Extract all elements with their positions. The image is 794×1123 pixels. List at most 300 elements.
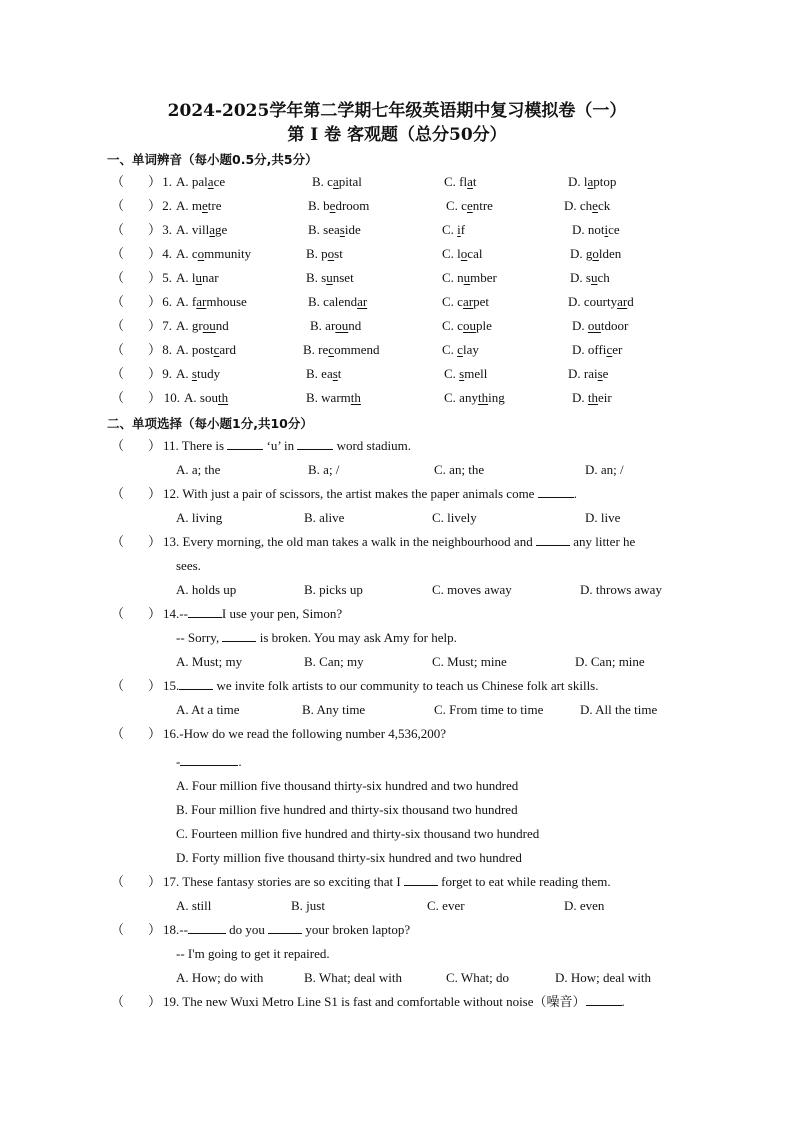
stem-part: your broken laptop? <box>302 922 411 937</box>
option-text: droom <box>335 198 370 213</box>
option-d: D. an; / <box>585 462 624 477</box>
option-d: D. even <box>564 898 605 913</box>
option-text: st <box>334 246 343 261</box>
option-text: D. ch <box>564 198 593 213</box>
underlined-letters: ar <box>357 294 368 309</box>
option-a <box>184 389 228 407</box>
underlined-letters: a <box>207 174 214 189</box>
stem-part: -- Sorry, <box>176 630 223 645</box>
exam-subtitle: 第 I 卷 客观题（总分50分） <box>287 125 507 145</box>
option-d: D. How; deal with <box>555 970 652 985</box>
underlined-letters: e <box>466 198 473 213</box>
option-a: A. At a time <box>176 702 240 717</box>
option-b <box>310 317 361 335</box>
stem-continuation: sees. <box>176 558 201 573</box>
answer-paren-close: ） <box>148 222 162 237</box>
question-13-cont <box>0 557 794 575</box>
answer-paren-close: ） <box>148 366 162 381</box>
answer-blank <box>536 533 570 546</box>
option-text: A. vill <box>176 222 210 237</box>
stem-part: 12. With just a pair of scissors, the artist makes the paper animals come <box>163 486 538 501</box>
answer-paren-open: （ <box>111 486 125 501</box>
answer-paren-open: （ <box>111 366 125 381</box>
answer-paren-open: （ <box>111 726 125 741</box>
question-stem <box>163 873 611 891</box>
answer-blank <box>268 921 302 934</box>
question-18-reply <box>0 945 794 963</box>
option-c <box>442 221 465 239</box>
option-text: ce <box>608 222 620 237</box>
option-a <box>176 221 227 239</box>
stem-part: I use your pen, Simon? <box>221 606 343 621</box>
question-18-options <box>0 969 794 987</box>
option-c: C. ever <box>427 898 465 913</box>
underlined-letters: i <box>457 222 461 237</box>
underlined-letters: s <box>459 366 465 381</box>
option-text: B. calend <box>308 294 358 309</box>
word-sound-question <box>0 293 794 311</box>
option-b: B. a; / <box>308 462 340 477</box>
option-text: B. ea <box>306 366 333 381</box>
question-number: 1. <box>162 174 172 189</box>
answer-paren-open: （ <box>111 922 125 937</box>
answer-paren-close: ） <box>148 438 162 453</box>
option-a <box>176 317 229 335</box>
answer-blank <box>180 753 238 766</box>
option-b: B. just <box>291 898 325 913</box>
answer-paren-open: （ <box>111 318 125 333</box>
question-18 <box>0 921 794 939</box>
answer-paren-open: （ <box>111 222 125 237</box>
section2-heading: 二、单项选择（每小题1分,共10分） <box>107 416 313 431</box>
option-text: f <box>460 222 466 237</box>
option-text: C. <box>442 222 458 237</box>
option-text: B. s <box>306 270 327 285</box>
option-d: D. live <box>585 510 621 525</box>
option-d <box>568 293 634 311</box>
answer-paren-open: （ <box>111 198 125 213</box>
option-a <box>176 341 236 359</box>
stem-part: - <box>176 754 181 769</box>
question-number: 2. <box>162 198 172 213</box>
option-c <box>442 245 482 263</box>
option-text: D. <box>572 318 588 333</box>
underlined-letters: th <box>477 390 489 405</box>
reply-line: -- I'm going to get it repaired. <box>176 946 330 961</box>
stem-part: is broken. You may ask Amy for help. <box>256 630 457 645</box>
option-a: A. Four million five thousand thirty-six hundred and two hundred <box>176 778 519 793</box>
underlined-letters: ar <box>462 294 474 309</box>
underlined-letters: o <box>460 246 468 261</box>
option-c <box>442 293 489 311</box>
option-a: A. living <box>176 510 223 525</box>
question-12 <box>0 485 794 503</box>
option-c: C. What; do <box>446 970 509 985</box>
underlined-letters: c <box>213 342 220 357</box>
option-text: mhouse <box>206 294 247 309</box>
question-13 <box>0 533 794 551</box>
option-c: C. From time to time <box>434 702 544 717</box>
underlined-letters: u <box>326 270 333 285</box>
option-text: C. c <box>446 198 467 213</box>
option-text: nset <box>332 270 354 285</box>
stem-part: 19. The new Wuxi Metro Line S1 is fast and comfortable without noise（噪音） <box>163 994 586 1009</box>
question-12-options <box>0 509 794 527</box>
question-stem <box>163 993 625 1011</box>
question-14-reply <box>0 629 794 647</box>
option-c <box>442 341 479 359</box>
underlined-letters: u <box>195 270 202 285</box>
question-16-reply <box>0 753 794 771</box>
option-text: ce <box>213 174 226 189</box>
answer-blank <box>227 437 263 450</box>
option-a: A. a; the <box>176 462 221 477</box>
answer-paren-close: ） <box>148 726 162 741</box>
option-a: A. holds up <box>176 582 237 597</box>
option-text: A. f <box>176 294 197 309</box>
option-text: er <box>612 342 623 357</box>
option-c: C. Must; mine <box>432 654 507 669</box>
option-b: B. Four million five hundred and thirty-six thousand two hundred <box>176 802 518 817</box>
option-text: D. offi <box>572 342 607 357</box>
option-b: B. What; deal with <box>304 970 402 985</box>
option-a <box>176 269 219 287</box>
option-text: B. c <box>312 174 333 189</box>
answer-paren-close: ） <box>148 922 162 937</box>
underlined-letters: o <box>197 246 205 261</box>
option-b <box>312 173 362 191</box>
stem-part: 13. Every morning, the old man takes a walk in the neighbourhood and <box>163 534 536 549</box>
answer-paren-close: ） <box>148 198 162 213</box>
option-text: D. s <box>570 270 591 285</box>
answer-paren-close: ） <box>148 678 162 693</box>
exam-title: 2024-2025学年第二学期七年级英语期中复习模拟卷（一） <box>167 101 627 121</box>
question-14-options <box>0 653 794 671</box>
question-17 <box>0 873 794 891</box>
option-b <box>303 341 380 359</box>
answer-paren-close: ） <box>148 606 162 621</box>
option-a: A. How; do with <box>176 970 264 985</box>
underlined-letters: a <box>209 222 216 237</box>
option-text: mmunity <box>204 246 252 261</box>
option-text: C. <box>444 366 460 381</box>
question-number: 7. <box>162 318 172 333</box>
question-17-options <box>0 897 794 915</box>
answer-paren-open: （ <box>111 246 125 261</box>
section1-heading: 一、单词辨音（每小题0.5分,共5分） <box>107 152 318 167</box>
answer-paren-open: （ <box>111 534 125 549</box>
stem-part: do you <box>225 922 269 937</box>
word-sound-question <box>0 221 794 239</box>
option-text: B. p <box>306 246 328 261</box>
option-b <box>306 389 361 407</box>
answer-paren-close: ） <box>148 342 162 357</box>
option-b: B. alive <box>304 510 345 525</box>
answer-paren-open: （ <box>111 174 125 189</box>
option-text: D. l <box>568 174 588 189</box>
option-text: ck <box>597 198 611 213</box>
option-d <box>572 221 620 239</box>
question-stem <box>163 437 411 455</box>
underlined-letters: s <box>339 222 345 237</box>
answer-paren-close: ） <box>148 318 162 333</box>
answer-paren-open: （ <box>111 270 125 285</box>
option-text: tre <box>207 198 222 213</box>
option-text: ge <box>215 222 228 237</box>
word-sound-question <box>0 317 794 335</box>
underlined-letters: th <box>217 390 229 405</box>
option-d: D. All the time <box>580 702 658 717</box>
stem-part: 14.-- <box>163 606 188 621</box>
question-16-option-a <box>0 777 794 795</box>
option-c <box>442 269 497 287</box>
underlined-letters: ou <box>202 318 216 333</box>
question-16-option-c <box>0 825 794 843</box>
option-text: ard <box>219 342 236 357</box>
option-d <box>568 173 616 191</box>
option-c <box>444 389 505 407</box>
question-number: 10. <box>163 390 180 405</box>
option-text: tdoor <box>600 318 629 333</box>
option-text: ommend <box>334 342 380 357</box>
word-sound-question <box>0 173 794 191</box>
option-text: B. warm <box>306 390 351 405</box>
underlined-letters: o <box>592 246 599 261</box>
underlined-letters: ou <box>462 318 476 333</box>
underlined-letters: e <box>592 198 598 213</box>
word-sound-question <box>0 341 794 359</box>
underlined-letters: ou <box>335 318 349 333</box>
option-text: A. sou <box>184 390 218 405</box>
option-text: D. rai <box>568 366 598 381</box>
answer-paren-open: （ <box>111 342 125 357</box>
option-text: ch <box>597 270 610 285</box>
option-text: A. <box>176 366 192 381</box>
question-number: 4. <box>162 246 172 261</box>
answer-blank <box>179 677 213 690</box>
question-number: 6. <box>162 294 172 309</box>
option-b <box>306 365 341 383</box>
question-stem <box>163 605 342 623</box>
answer-paren-open: （ <box>111 678 125 693</box>
stem-part: 18.-- <box>163 922 188 937</box>
option-d: D. throws away <box>580 582 662 597</box>
question-stem <box>163 533 635 551</box>
underlined-letters: c <box>328 342 335 357</box>
answer-paren-open: （ <box>111 874 125 889</box>
option-c: C. moves away <box>432 582 512 597</box>
question-16-option-d <box>0 849 794 867</box>
answer-blank <box>188 921 226 934</box>
option-text: C. l <box>442 246 461 261</box>
answer-paren-close: ） <box>148 294 162 309</box>
option-c <box>442 317 492 335</box>
option-c <box>446 197 493 215</box>
option-text: C. fl <box>444 174 468 189</box>
option-a: A. Must; my <box>176 654 243 669</box>
option-text: A. gr <box>176 318 203 333</box>
option-text: t <box>337 366 342 381</box>
option-b <box>306 245 343 263</box>
answer-paren-close: ） <box>148 390 162 405</box>
option-text: A. l <box>176 270 196 285</box>
option-text: tudy <box>196 366 221 381</box>
question-stem <box>163 921 410 939</box>
option-text: B. re <box>303 342 329 357</box>
stem-part: any litter he <box>569 534 636 549</box>
underlined-letters: u <box>590 270 598 285</box>
word-sound-question <box>0 389 794 407</box>
option-text: e <box>602 366 609 381</box>
option-text: B. sea <box>308 222 340 237</box>
option-text: C. n <box>442 270 464 285</box>
option-text: t <box>472 174 477 189</box>
underlined-letters: ar <box>196 294 207 309</box>
option-text: C. c <box>442 318 463 333</box>
option-text: A. post <box>176 342 214 357</box>
question-16 <box>0 725 794 743</box>
answer-paren-open: （ <box>111 994 125 1009</box>
underlined-letters: e <box>202 198 208 213</box>
option-d <box>564 197 610 215</box>
option-a <box>176 245 251 263</box>
question-stem: 16.-How do we read the following number 4,536,200? <box>163 726 447 741</box>
stem-part: 15. <box>163 678 180 693</box>
option-text: lay <box>462 342 479 357</box>
answer-blank <box>538 485 574 498</box>
option-text: d <box>627 294 634 309</box>
option-text: ple <box>475 318 492 333</box>
option-text: D. <box>572 390 588 405</box>
underlined-letters: ar <box>617 294 628 309</box>
option-text: ing <box>488 390 505 405</box>
reply-line <box>176 629 457 647</box>
option-d <box>570 269 610 287</box>
option-text: pet <box>473 294 489 309</box>
option-a <box>176 197 222 215</box>
option-text: D. g <box>570 246 593 261</box>
answer-blank <box>404 873 438 886</box>
option-d <box>568 365 608 383</box>
underlined-letters: a <box>467 174 473 189</box>
underlined-letters: u <box>463 270 471 285</box>
question-16-option-b <box>0 801 794 819</box>
underlined-letters: ou <box>587 318 601 333</box>
option-c: C. lively <box>432 510 477 525</box>
option-b <box>308 197 369 215</box>
answer-paren-close: ） <box>148 174 162 189</box>
option-text: C. <box>442 342 458 357</box>
stem-part: word stadium. <box>333 438 411 453</box>
option-a <box>176 293 247 311</box>
option-a: A. still <box>176 898 212 913</box>
question-15-options <box>0 701 794 719</box>
option-text: lden <box>598 246 622 261</box>
underlined-letters: s <box>191 366 197 381</box>
underlined-letters: s <box>597 366 603 381</box>
option-text: cal <box>467 246 483 261</box>
answer-paren-open: （ <box>111 438 125 453</box>
option-b <box>308 293 367 311</box>
stem-part: forget to eat while reading them. <box>437 874 611 889</box>
stem-part: ‘u’ in <box>263 438 298 453</box>
option-text: nar <box>202 270 219 285</box>
option-d: D. Forty million five thousand thirty-six hundred and two hundred <box>176 850 522 865</box>
underlined-letters: c <box>457 342 463 357</box>
underlined-letters: i <box>604 222 609 237</box>
option-text: nd <box>215 318 229 333</box>
option-text: B. b <box>308 198 330 213</box>
word-sound-question <box>0 269 794 287</box>
question-number: 3. <box>162 222 172 237</box>
question-11 <box>0 437 794 455</box>
option-text: mell <box>464 366 488 381</box>
answer-blank <box>188 605 222 618</box>
stem-part: 17. These fantasy stories are so exciting that I <box>163 874 404 889</box>
option-text: pital <box>338 174 362 189</box>
question-19 <box>0 993 794 1011</box>
option-text: B. ar <box>310 318 336 333</box>
underlined-letters: c <box>606 342 613 357</box>
option-text: ide <box>344 222 361 237</box>
option-text: A. c <box>176 246 198 261</box>
question-number: 9. <box>162 366 172 381</box>
stem-part: 11. There is <box>163 438 228 453</box>
stem-part: . <box>621 994 625 1009</box>
option-text: A. pal <box>176 174 208 189</box>
option-b: B. picks up <box>304 582 363 597</box>
option-c: C. Fourteen million five hundred and thirty-six thousand two hundred <box>176 826 540 841</box>
answer-blank <box>222 629 256 642</box>
option-text: mber <box>470 270 497 285</box>
question-15 <box>0 677 794 695</box>
question-11-options <box>0 461 794 479</box>
option-a <box>176 173 225 191</box>
underlined-letters: e <box>329 198 336 213</box>
answer-paren-open: （ <box>111 606 125 621</box>
option-d <box>572 317 628 335</box>
option-a <box>176 365 220 383</box>
underlined-letters: a <box>332 174 339 189</box>
question-stem <box>163 677 599 695</box>
option-d <box>572 341 622 359</box>
option-b: B. Can; my <box>304 654 364 669</box>
stem-part: . <box>238 754 242 769</box>
underlined-letters: s <box>332 366 338 381</box>
answer-blank <box>297 437 333 450</box>
option-c: C. an; the <box>434 462 485 477</box>
option-text: A. m <box>176 198 202 213</box>
option-text: D. courty <box>568 294 618 309</box>
underlined-letters: o <box>327 246 335 261</box>
option-text: ntre <box>472 198 493 213</box>
underlined-letters: th <box>587 390 599 405</box>
stem-part: . <box>573 486 577 501</box>
question-14 <box>0 605 794 623</box>
option-c <box>444 365 487 383</box>
answer-blank <box>586 993 622 1006</box>
reply-line <box>176 753 242 771</box>
option-text: eir <box>598 390 612 405</box>
question-number: 5. <box>162 270 172 285</box>
underlined-letters: a <box>587 174 594 189</box>
question-number: 8. <box>162 342 172 357</box>
option-text: C. c <box>442 294 463 309</box>
option-text: ptop <box>593 174 617 189</box>
option-text: nd <box>348 318 362 333</box>
answer-paren-open: （ <box>111 390 125 405</box>
option-d: D. Can; mine <box>575 654 645 669</box>
